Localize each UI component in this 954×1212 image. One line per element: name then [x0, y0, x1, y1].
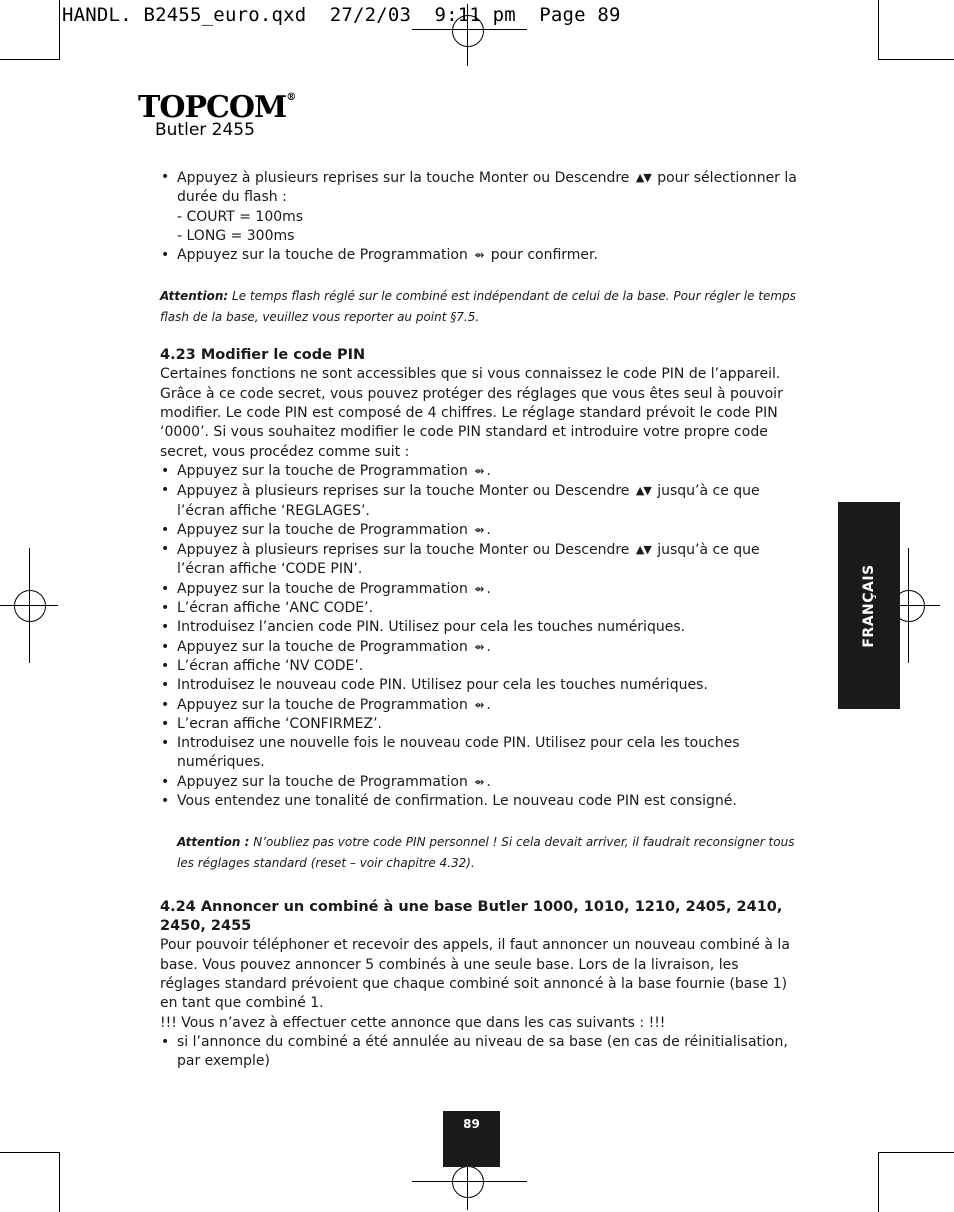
crop-mark: [0, 1152, 60, 1153]
section-intro: Certaines fonctions ne sont accessibles que si vous connaissez le code PIN de l’appareil. Grâce à ce code secret, vous pouvez protéger des réglages que vous êtes seul à pouvoir modifier. Le code PIN est composé de 4 chiffres. Le réglage standard prévoit le code PIN ‘0000’. Si vous souhaitez modifier le code PIN standard et introduire votre propre code secret, vous procédez comme suit :: [160, 366, 783, 460]
attention-label: Attention:: [160, 289, 229, 304]
flash-option: - COURT = 100ms: [177, 208, 304, 225]
section-heading: 4.24 Annoncer un combiné à une base Butler 1000, 1010, 1210, 2405, 2410, 2450, 2455: [160, 899, 783, 935]
list-item: • Introduisez l’ancien code PIN. Utilisez pour cela les touches numériques.: [160, 618, 800, 637]
registration-circle: [14, 590, 46, 622]
crop-mark: [878, 1152, 879, 1212]
up-down-arrows-icon: ▲▼: [635, 543, 651, 557]
list-item: • Appuyez sur la touche de Programmation ⇴ .: [160, 638, 800, 657]
registration-line: [908, 548, 909, 663]
program-key-icon: ⇴: [474, 697, 485, 712]
list-item: [160, 168, 800, 208]
crop-mark: [878, 1152, 954, 1153]
crop-mark: [878, 59, 954, 60]
list-item: • L’ecran affiche ‘CONFIRMEZ’.: [160, 715, 800, 734]
list-item: • Appuyez sur la touche de Programmation ⇴ .: [160, 462, 800, 481]
list-item: • Appuyez sur la touche de Programmation ⇴ .: [160, 521, 800, 540]
registration-line: [29, 548, 30, 663]
up-down-arrows-icon: ▲▼: [635, 484, 651, 498]
step-text: Appuyez sur la touche de Programmation: [177, 521, 468, 538]
program-key-icon: ⇴: [474, 522, 485, 537]
step-text: Appuyez sur la touche de Programmation: [177, 638, 468, 655]
step-text: Appuyez à plusieurs reprises sur la touche Monter ou Descendre: [177, 542, 630, 559]
program-key-icon: ⇴: [474, 248, 485, 263]
list-item: [160, 481, 800, 521]
program-key-icon: ⇴: [474, 463, 485, 478]
program-key-icon: ⇴: [474, 774, 485, 789]
language-label: FRANÇAIS: [861, 563, 877, 648]
crop-mark: [0, 59, 60, 60]
crop-mark: [59, 1152, 60, 1212]
step-text: Appuyez sur la touche de Programmation: [177, 773, 468, 790]
attention-note: [160, 286, 800, 328]
section-paragraph: !!! Vous n’avez à effectuer cette annonce que dans les cas suivants : !!!: [160, 1014, 666, 1031]
step-text: Appuyez sur la touche de Programmation: [177, 462, 468, 479]
page-number: 89: [443, 1111, 500, 1167]
step-text: Appuyez sur la touche de Programmation: [177, 247, 468, 264]
list-item: • Appuyez sur la touche de Programmation ⇴ .: [160, 773, 800, 792]
step-text: Appuyez à plusieurs reprises sur la touche Monter ou Descendre: [177, 170, 630, 186]
registration-line: [412, 29, 527, 30]
list-item: • Introduisez le nouveau code PIN. Utilisez pour cela les touches numériques.: [160, 676, 800, 695]
pin-steps: [160, 462, 800, 811]
flash-steps: [160, 168, 800, 208]
attention-label: Attention :: [177, 835, 250, 850]
step-text: pour confirmer.: [490, 247, 598, 264]
step-text: jusqu’à ce que l’écran affiche ‘CODE PIN’.: [177, 542, 760, 578]
list-item: • Appuyez sur la touche de Programmation ⇴ .: [160, 696, 800, 715]
registration-line: [412, 1181, 527, 1182]
registered-mark: ®: [286, 92, 296, 103]
registration-circle: [452, 1166, 484, 1198]
attention-text: Le temps flash réglé sur le combiné est indépendant de celui de la base. Pour régler le temps flash de la base, veuillez vous reporter au point §7.5.: [160, 289, 796, 325]
flash-confirm: [160, 246, 800, 265]
attention-note: [160, 832, 800, 874]
list-item: • L’écran affiche ‘NV CODE’.: [160, 657, 800, 676]
crop-mark: [59, 0, 60, 60]
list-item: [160, 540, 800, 580]
section-paragraph: Pour pouvoir téléphoner et recevoir des appels, il faut annoncer un nouveau combiné à la base. Vous pouvez annoncer 5 combinés à une seule base. Lors de la livraison, les réglages standard prévoient que chaque combiné soit annoncé à la base fournie (base 1) en tant que combiné 1.: [160, 937, 790, 1012]
list-item: [160, 246, 800, 265]
file-slug: HANDL. B2455_euro.qxd 27/2/03 9:11 pm Page 89: [62, 4, 621, 26]
attention-text: N’oubliez pas votre code PIN personnel ! Si cela devait arriver, il faudrait reconsigner tous les réglages standard (reset – voir chapitre 4.32).: [177, 835, 795, 871]
list-item: • Introduisez une nouvelle fois le nouveau code PIN. Utilisez pour cela les touches numériques.: [160, 734, 800, 773]
step-text: Appuyez sur la touche de Programmation: [177, 580, 468, 597]
list-item: • si l’annonce du combiné a été annulée au niveau de sa base (en cas de réinitialisation, par exemple): [160, 1033, 800, 1072]
flash-option: - LONG = 300ms: [177, 227, 295, 244]
model-name: Butler 2455: [155, 120, 255, 140]
list-item: • Vous entendez une tonalité de confirmation. Le nouveau code PIN est consigné.: [160, 792, 800, 811]
list-item: • L’écran affiche ‘ANC CODE’.: [160, 599, 800, 618]
list-item: • Appuyez sur la touche de Programmation ⇴ .: [160, 580, 800, 599]
program-key-icon: ⇴: [474, 639, 485, 654]
language-tab: [838, 502, 900, 709]
step-text: pour sélectionner la durée du flash :: [177, 170, 797, 206]
program-key-icon: ⇴: [474, 581, 485, 596]
step-text: jusqu’à ce que l’écran affiche ‘REGLAGES’.: [177, 483, 760, 519]
brand-name: TOPCOM: [138, 90, 287, 125]
step-text: Appuyez à plusieurs reprises sur la touche Monter ou Descendre: [177, 483, 630, 500]
up-down-arrows-icon: ▲▼: [635, 171, 651, 184]
page-content: [160, 168, 800, 1071]
announce-cases: [160, 1033, 800, 1072]
step-text: Appuyez sur la touche de Programmation: [177, 696, 468, 713]
crop-mark: [878, 0, 879, 60]
section-heading: 4.23 Modifier le code PIN: [160, 347, 366, 364]
